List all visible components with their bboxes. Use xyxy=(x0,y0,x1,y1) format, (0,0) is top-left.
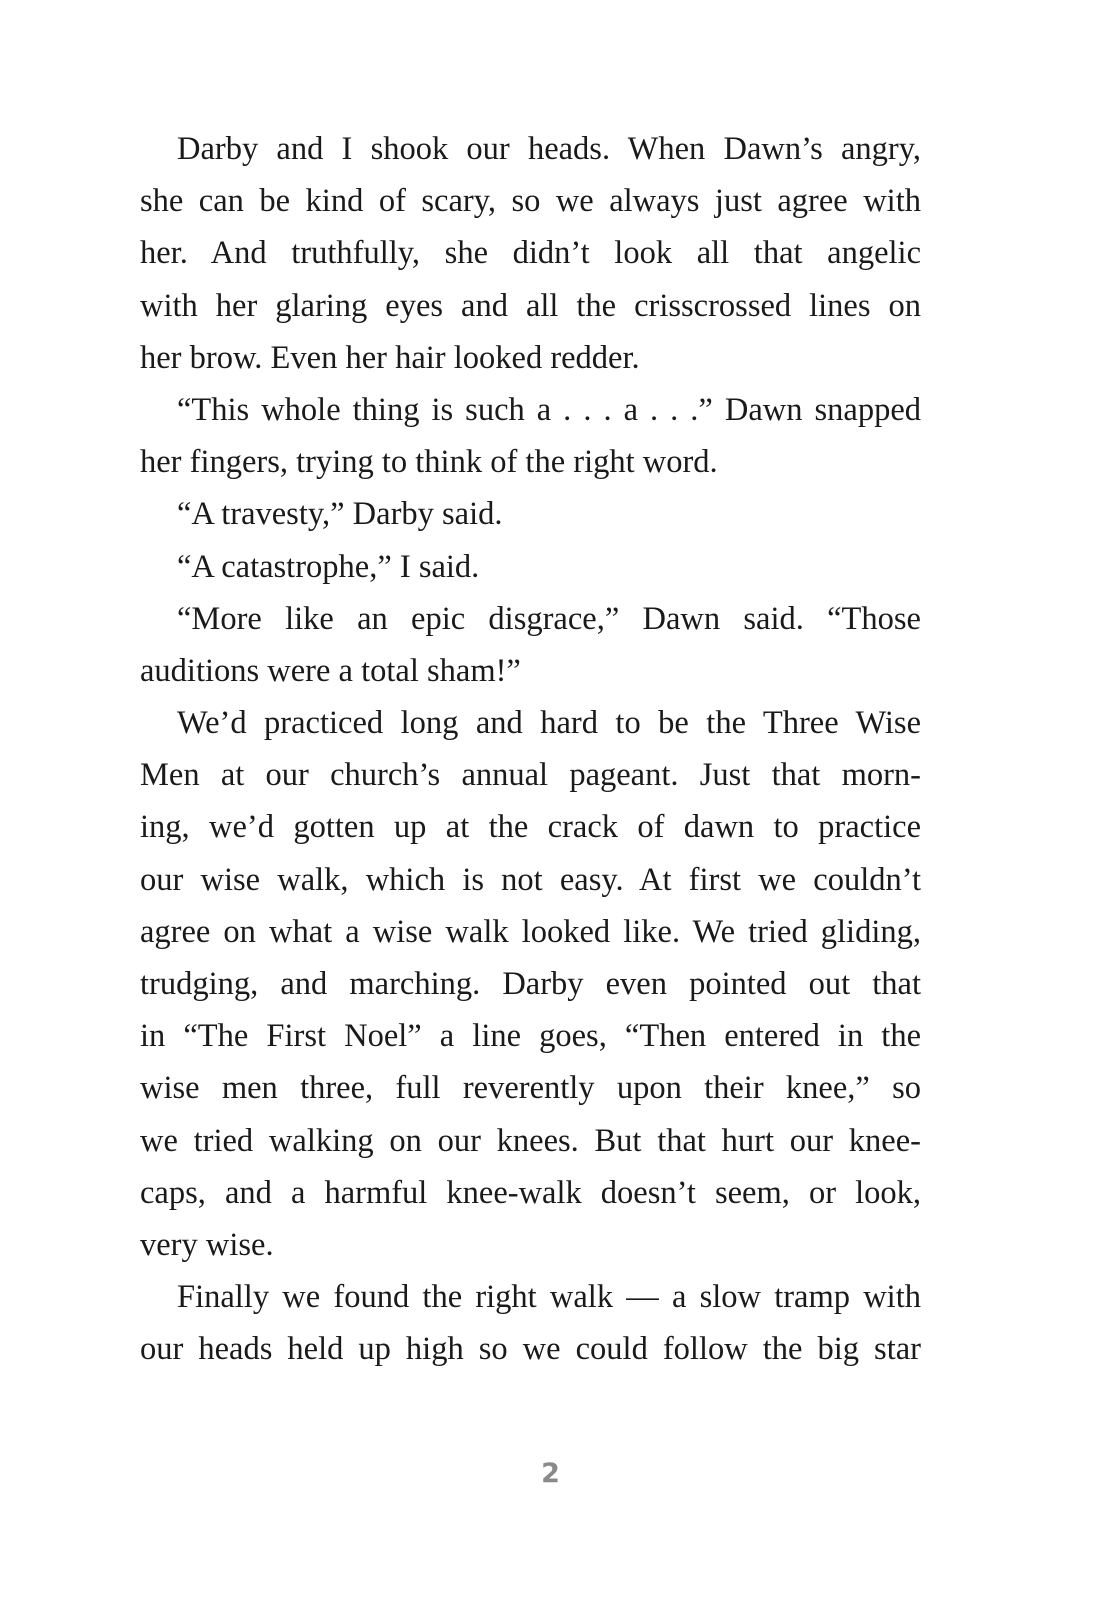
text-line: caps, and a harmful knee-walk doesn’t seem, or look, xyxy=(140,1174,921,1211)
body-text xyxy=(140,123,921,1376)
text-line: she can be kind of scary, so we always just agree with xyxy=(140,183,921,220)
text-line: We’d practiced long and hard to be the Three Wise xyxy=(177,705,921,742)
text-line: Men at our church’s annual pageant. Just that morn- xyxy=(140,757,921,794)
text-line: trudging, and marching. Darby even pointed out that xyxy=(140,966,921,1002)
text-line: Darby and I shook our heads. When Dawn’s angry, xyxy=(177,131,921,167)
text-line: we tried walking on our knees. But that hurt our knee- xyxy=(140,1122,921,1159)
text-line: ing, we’d gotten up at the crack of dawn to practice xyxy=(140,809,921,846)
paragraph xyxy=(140,488,921,540)
paragraph xyxy=(140,123,921,384)
page-number: 2 xyxy=(541,1458,560,1489)
paragraph xyxy=(140,541,921,593)
text-line: “A travesty,” Darby said. xyxy=(177,496,503,533)
paragraph xyxy=(140,593,921,697)
text-line: our wise walk, which is not easy. At first we couldn’t xyxy=(140,861,921,898)
paragraph xyxy=(140,384,921,488)
text-line: “This whole thing is such a . . . a . . .” Dawn snapped xyxy=(177,391,921,428)
text-line: her fingers, trying to think of the right word. xyxy=(140,444,718,481)
text-line: Finally we found the right walk — a slow tramp with xyxy=(177,1279,921,1316)
paragraph xyxy=(140,697,921,1271)
text-line: in “The First Noel” a line goes, “Then entered in the xyxy=(140,1018,921,1055)
paragraph xyxy=(140,1271,921,1375)
text-line: her brow. Even her hair looked redder. xyxy=(140,339,640,376)
text-line: very wise. xyxy=(140,1226,274,1263)
text-line: “More like an epic disgrace,” Dawn said. “Those xyxy=(177,600,921,637)
text-line: agree on what a wise walk looked like. We tried gliding, xyxy=(140,913,921,950)
text-line: her. And truthfully, she didn’t look all that angelic xyxy=(140,235,921,272)
text-line: our heads held up high so we could follow the big star xyxy=(140,1331,921,1368)
text-line: with her glaring eyes and all the crisscrossed lines on xyxy=(140,287,921,324)
text-line: wise men three, full reverently upon their knee,” so xyxy=(140,1070,921,1107)
text-line: “A catastrophe,” I said. xyxy=(177,548,480,585)
text-line: auditions were a total sham!” xyxy=(140,652,521,689)
